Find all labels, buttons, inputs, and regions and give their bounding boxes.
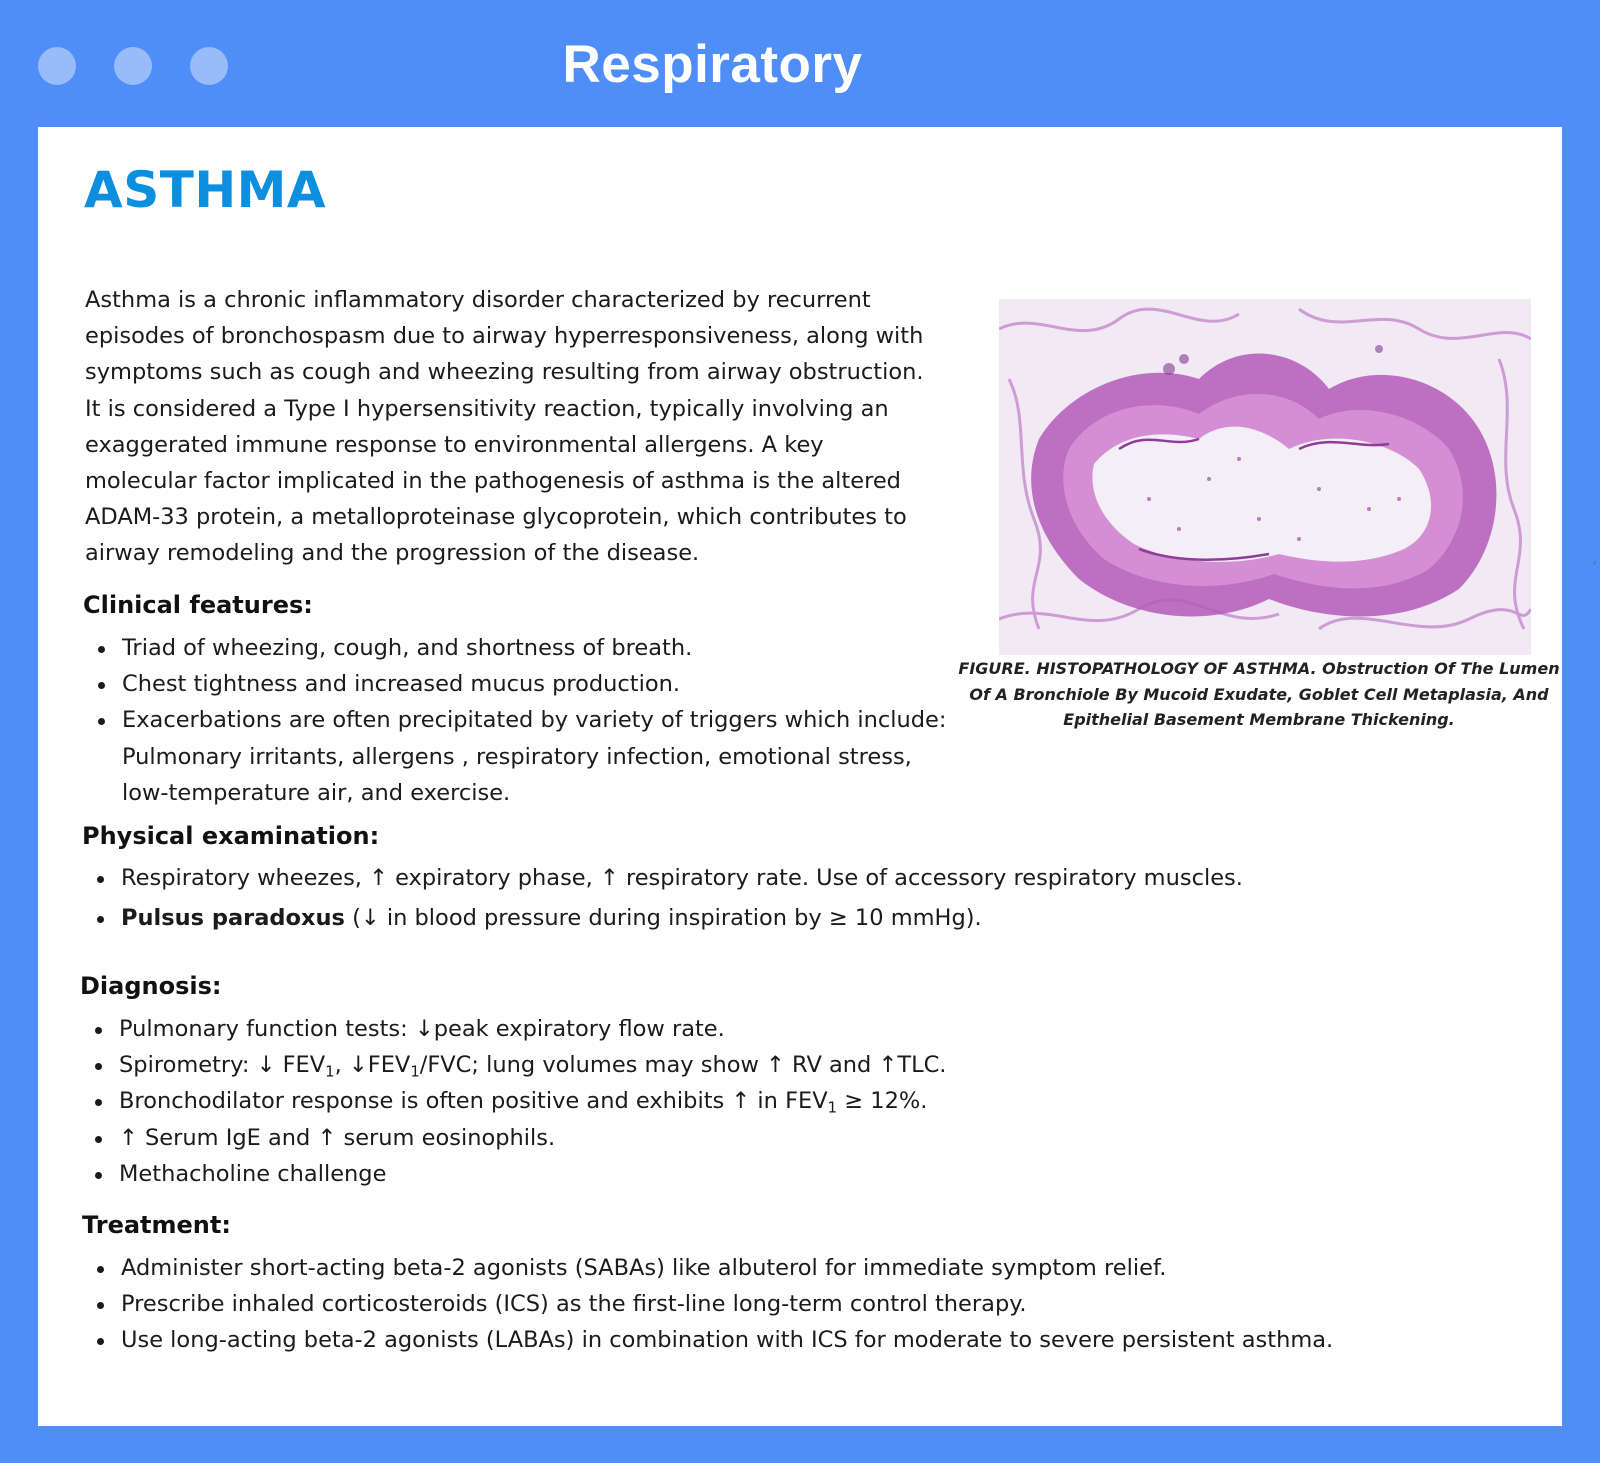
document-title: ASTHMA xyxy=(84,161,327,219)
histopathology-figure xyxy=(999,299,1531,655)
intro-paragraph: Asthma is a chronic inflammatory disorder characterized by recurrent episodes of bronchospasm due to airway hyperresponsiveness, along with symptoms such as cough and wheezing resulting from airway obstruction. It is considered a Type I hypersensitivity reaction, typically involving an exaggerated immune response to environmental allergens. A key molecular factor implicated in the pathogenesis of asthma is the altered ADAM-33 protein, a metalloproteinase glycoprotein, which contributes to airway remodeling and the progression of the disease. xyxy=(85,287,924,567)
list-item: Bronchodilator response is often positive and exhibits ↑ in $FEV_1 \ge 12\%$. xyxy=(81,1083,1381,1119)
list-item: Pulsus paradoxus (↓ in blood pressure during inspiration by ≥ 10 mmHg). xyxy=(83,900,1383,936)
list-item: Spirometry: ↓ $FEV_1$, $↓FEV_1$/FVC; lung volumes may show ↑ RV and ↑TLC. xyxy=(81,1047,1381,1083)
document-page xyxy=(38,127,1597,1426)
physical-exam-list xyxy=(83,860,1383,936)
list-item: Methacholine challenge xyxy=(81,1156,1381,1192)
list-item: Pulmonary function tests: ↓peak expiratory flow rate. xyxy=(81,1011,1381,1047)
window-title: Respiratory xyxy=(562,35,863,94)
diagnosis-list xyxy=(81,1011,1381,1192)
diagnosis-heading: Diagnosis: xyxy=(80,972,222,1000)
figure-caption: FIGURE. HISTOPATHOLOGY OF ASTHMA. Obstruction Of The Lumen Of A Bronchiole By Mucoid Exudate, Goblet Cell Metaplasia, And Epithelial Basement Membrane Thickening. xyxy=(958,659,1560,729)
physical-exam-heading: Physical examination: xyxy=(82,822,380,850)
pulsus-paradoxus-term: Pulsus paradoxus xyxy=(121,905,345,932)
edge-mark: ' xyxy=(1593,559,1597,573)
window-titlebar xyxy=(0,0,1600,128)
list-item: Exacerbations are often precipitated by variety of triggers which include: Pulmonary irritants, allergens , respiratory infection, emotional stress, low-temperature air, and exercise. xyxy=(84,702,954,811)
list-item: Use long-acting beta-2 agonists (LABAs) in combination with ICS for moderate to severe persistent asthma. xyxy=(83,1322,1503,1358)
treatment-list xyxy=(83,1250,1503,1359)
list-item: Respiratory wheezes, ↑ expiratory phase, ↑ respiratory rate. Use of accessory respiratory muscles. xyxy=(83,860,1383,896)
list-item: Administer short-acting beta-2 agonists (SABAs) like albuterol for immediate symptom relief. xyxy=(83,1250,1503,1286)
list-item: Prescribe inhaled corticosteroids (ICS) as the first-line long-term control therapy. xyxy=(83,1286,1503,1322)
list-item: ↑ Serum IgE and ↑ serum eosinophils. xyxy=(81,1120,1381,1156)
treatment-heading: Treatment: xyxy=(82,1211,231,1239)
clinical-features-heading: Clinical features: xyxy=(83,591,313,619)
list-item: Triad of wheezing, cough, and shortness of breath. xyxy=(84,630,954,666)
list-item: Chest tightness and increased mucus production. xyxy=(84,666,954,702)
histopathology-image xyxy=(999,299,1531,655)
clinical-features-list xyxy=(84,630,954,811)
